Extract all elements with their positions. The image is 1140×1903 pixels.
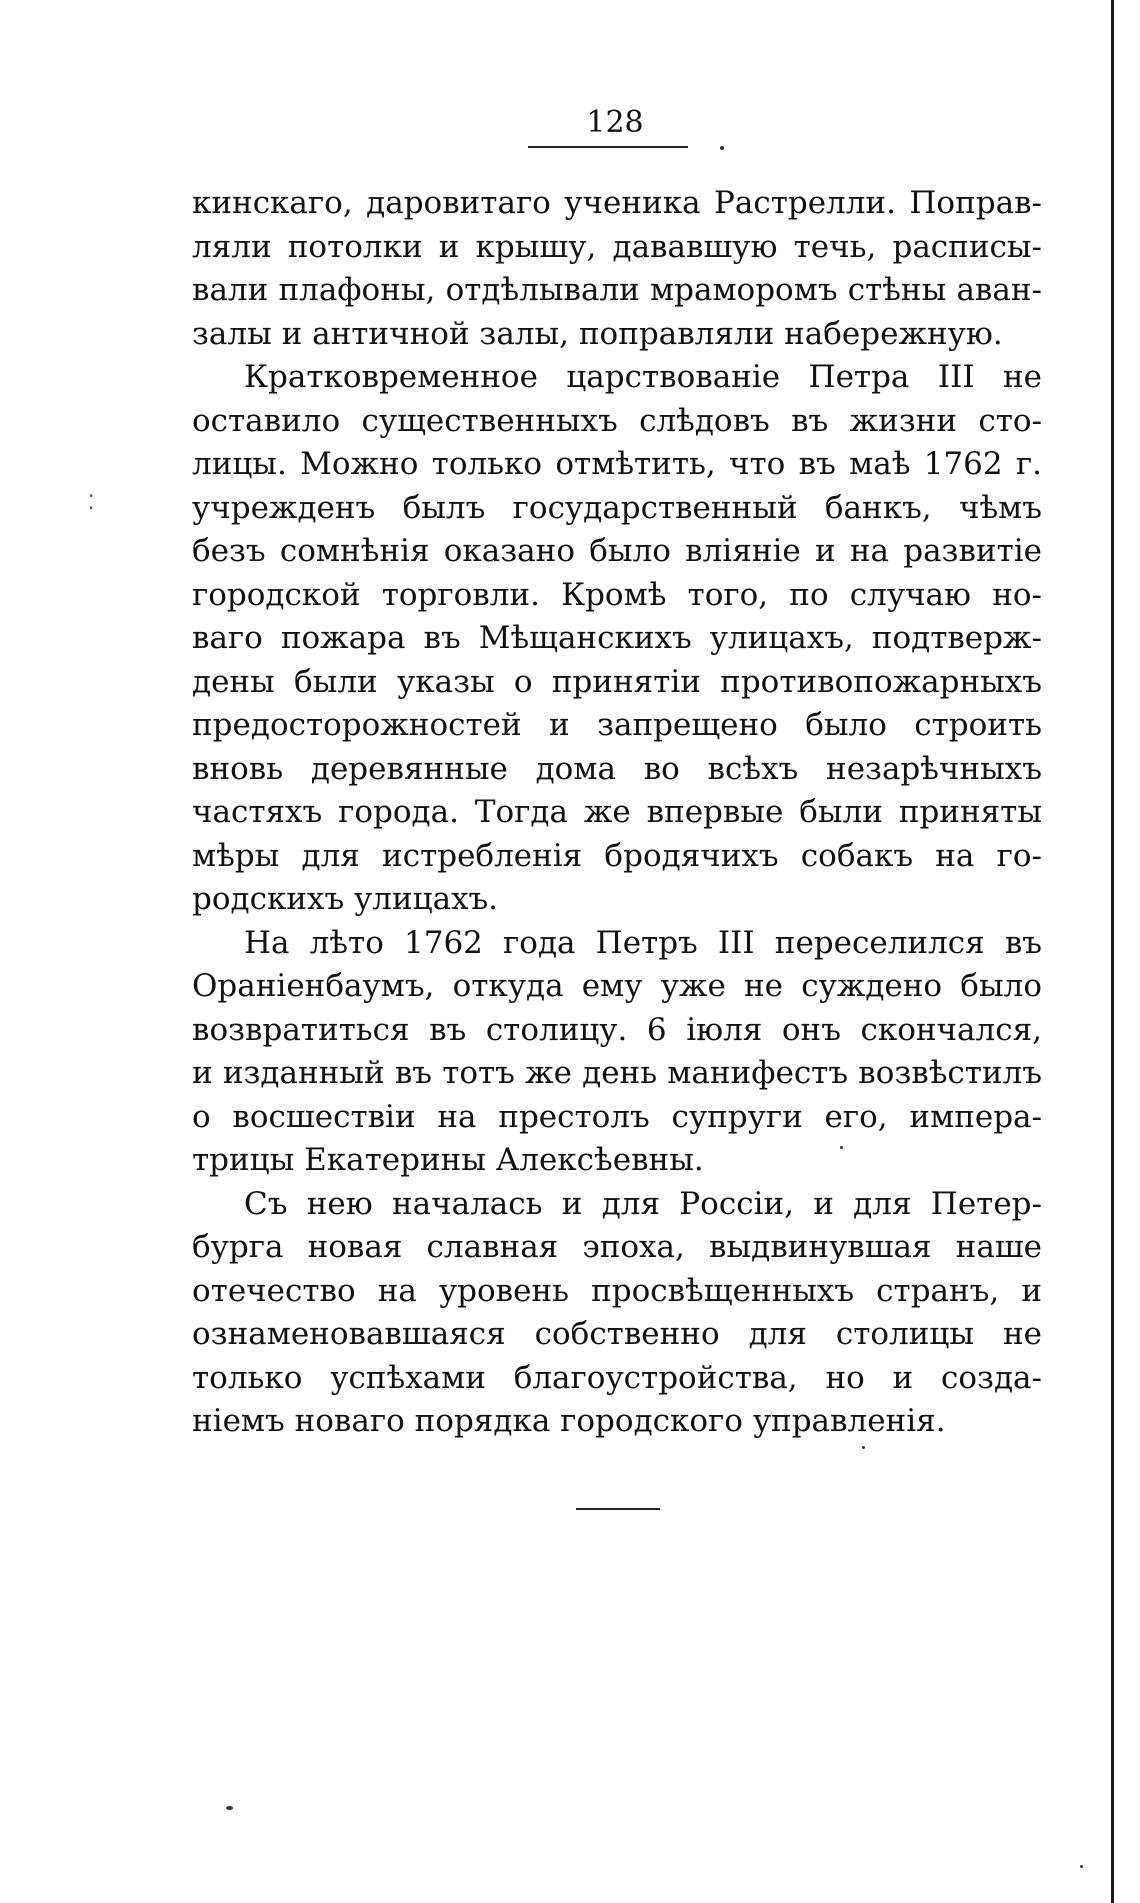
- text-line: родскихъ улицахъ.: [192, 881, 499, 917]
- page-number: 128: [586, 105, 644, 140]
- text-line: вали плафоны, отдѣлывали мраморомъ стѣны аван-: [192, 272, 1042, 308]
- page-edge-line: [1111, 0, 1114, 1903]
- ink-speck: [226, 1806, 233, 1810]
- text-line: лицы. Можно только отмѣтить, что въ маѣ 1762 г.: [192, 446, 1042, 482]
- text-line: предосторожностей и запрещено было строить: [192, 707, 1042, 743]
- text-line: и изданный въ тотъ же день манифестъ возвѣстилъ: [192, 1055, 1042, 1091]
- text-line: учрежденъ былъ государственный банкъ, чѣмъ: [192, 489, 1042, 526]
- ink-speck: [862, 1446, 865, 1449]
- text-line: только успѣхами благоустройства, но и созда-: [192, 1359, 1042, 1396]
- paragraph: [192, 182, 1042, 356]
- text-line: ознаменовавшаяся собственно для столицы не: [192, 1316, 1042, 1352]
- paragraph: [192, 922, 1042, 1183]
- paragraph: [192, 356, 1042, 922]
- margin-dots: ⁚: [88, 490, 95, 514]
- text-line: вновь деревянные дома во всѣхъ незарѣчныхъ: [192, 750, 1042, 787]
- text-line: частяхъ города. Тогда же впервые были приняты: [192, 794, 1042, 830]
- ink-speck: [1080, 1865, 1083, 1868]
- text-line: оставило существенныхъ слѣдовъ въ жизни сто-: [192, 402, 1042, 439]
- text-line: мѣры для истребленія бродячихъ собакъ на го-: [192, 837, 1042, 874]
- text-line: бурга новая славная эпоха, выдвинувшая наше: [192, 1229, 1042, 1265]
- paragraph: [192, 1183, 1042, 1444]
- text-line: На лѣто 1762 года Петръ III переселился въ: [244, 924, 1042, 961]
- text-line: ляли потолки и крышу, дававшую течь, расписы-: [192, 228, 1042, 265]
- text-line: Кратковременное царствованіе Петра III не: [244, 359, 1042, 395]
- text-line: трицы Екатерины Алексѣевны.: [192, 1142, 704, 1178]
- text-line: возвратиться въ столицу. 6 іюля онъ скончался,: [192, 1011, 1042, 1048]
- chapter-end-rule: [576, 1508, 660, 1510]
- text-line: ваго пожара въ Мѣщанскихъ улицахъ, подтверж-: [192, 620, 1042, 656]
- text-line: ніемъ новаго порядка городского управленія.: [192, 1403, 946, 1439]
- text-line: о восшествіи на престолъ супруги его, импера-: [192, 1098, 1042, 1135]
- text-line: дены были указы о принятіи противопожарныхъ: [192, 663, 1042, 700]
- text-line: Съ нею началась и для Россіи, и для Петер-: [244, 1185, 1042, 1222]
- ink-speck: [840, 1146, 843, 1149]
- text-line: городской торговли. Кромѣ того, по случаю но-: [192, 576, 1042, 613]
- header-rule: [528, 146, 688, 148]
- text-line: кинскаго, даровитаго ученика Растрелли. Поправ-: [192, 185, 1042, 221]
- text-line: отечество на уровень просвѣщенныхъ странъ, и: [192, 1272, 1042, 1309]
- text-line: Ораніенбаумъ, откуда ему уже не суждено было: [192, 968, 1042, 1004]
- body-text: [192, 182, 1042, 1444]
- ink-speck: [720, 146, 724, 150]
- text-line: безъ сомнѣнія оказано было вліяніе и на развитіе: [192, 533, 1042, 569]
- text-line: залы и античной залы, поправляли набережную.: [192, 315, 1003, 352]
